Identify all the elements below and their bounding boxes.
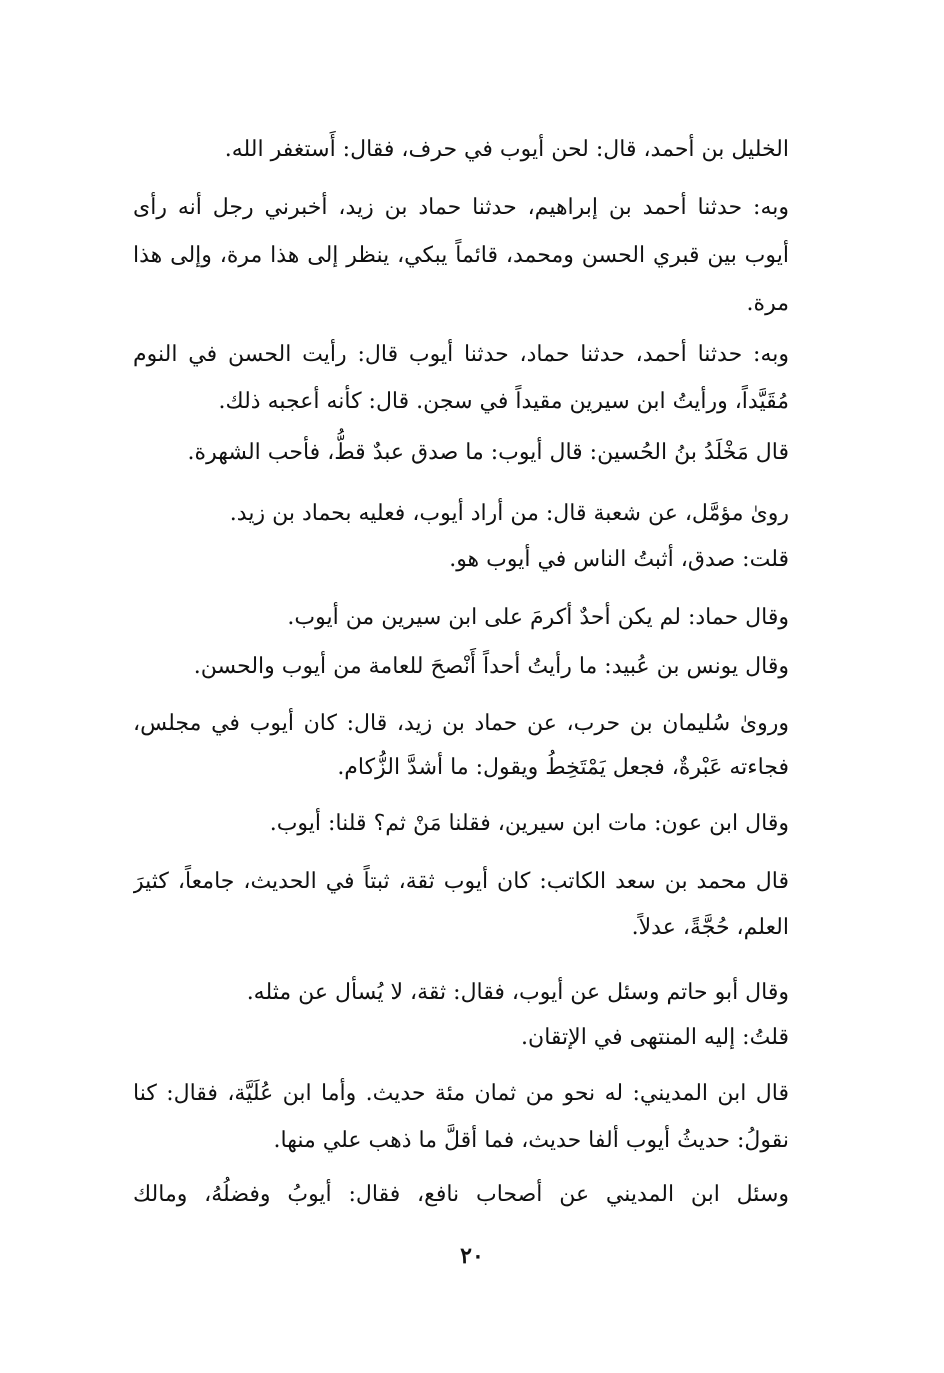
text-line: الخليل بن أحمد، قال: لحن أيوب في حرف، فقال: أَستغفر الله. — [224, 137, 789, 162]
page-number: ٢٠ — [460, 1243, 484, 1269]
text-line: وقال حماد: لم يكن أحدٌ أكرمَ على ابن سيرين من أيوب. — [287, 605, 789, 630]
text-line: روىٰ مؤمَّل، عن شعبة قال: من أراد أيوب، فعليه بحماد بن زيد. — [229, 501, 789, 526]
text-line: وبه: حدثنا أحمد، حدثنا حماد، حدثنا أيوب قال: رأيت الحسن في النوم — [133, 342, 789, 367]
text-line: قلتُ: إليه المنتهى في الإتقان. — [521, 1025, 789, 1050]
text-line: مُقَيَّداً، ورأيتُ ابن سيرين مقيداً في سجن. قال: كأنه أعجبه ذلك. — [218, 389, 789, 414]
text-line: وسئل ابن المديني عن أصحاب نافع، فقال: أيوبُ وفضلُهُ، ومالك — [133, 1182, 789, 1207]
text-line: وقال ابن عون: مات ابن سيرين، فقلنا مَنْ ثم؟ قلنا: أيوب. — [269, 811, 789, 836]
text-line: قال مَخْلَدُ بنُ الحُسين: قال أيوب: ما صدق عبدٌ قطُّ، فأحب الشهرة. — [187, 440, 789, 465]
text-line: وبه: حدثنا أحمد بن إبراهيم، حدثنا حماد بن زيد، أخبرني رجل أنه رأى — [133, 195, 789, 220]
text-line: قال ابن المديني: له نحو من ثمان مئة حديث. وأما ابن عُلَيَّة، فقال: كنا — [133, 1081, 789, 1106]
text-line: وروىٰ سُليمان بن حرب، عن حماد بن زيد، قال: كان أيوب في مجلس، — [133, 711, 789, 736]
text-line: قال محمد بن سعد الكاتب: كان أيوب ثقة، ثبتاً في الحديث، جامعاً، كثيرَ — [133, 869, 789, 894]
text-line: أيوب بين قبري الحسن ومحمد، قائماً يبكي، ينظر إلى هذا مرة، وإلى هذا — [133, 243, 789, 268]
text-line: العلم، حُجَّةً، عدلاً. — [631, 915, 789, 940]
text-line: مرة. — [746, 291, 789, 316]
text-line: وقال يونس بن عُبيد: ما رأيتُ أحداً أَنْصحَ للعامة من أيوب والحسن. — [193, 654, 789, 679]
text-line: فجاءته عَبْرةٌ، فجعل يَمْتَخِطُ ويقول: ما أشدَّ الزُّكام. — [337, 755, 789, 780]
text-line: وقال أبو حاتم وسئل عن أيوب، فقال: ثقة، لا يُسأل عن مثله. — [246, 980, 789, 1005]
text-line: نقولُ: حديثُ أيوب ألفا حديث، فما أقلَّ ما ذهب علي منها. — [273, 1128, 789, 1153]
text-line: قلت: صدق، أثبتُ الناس في أيوب هو. — [449, 547, 789, 572]
